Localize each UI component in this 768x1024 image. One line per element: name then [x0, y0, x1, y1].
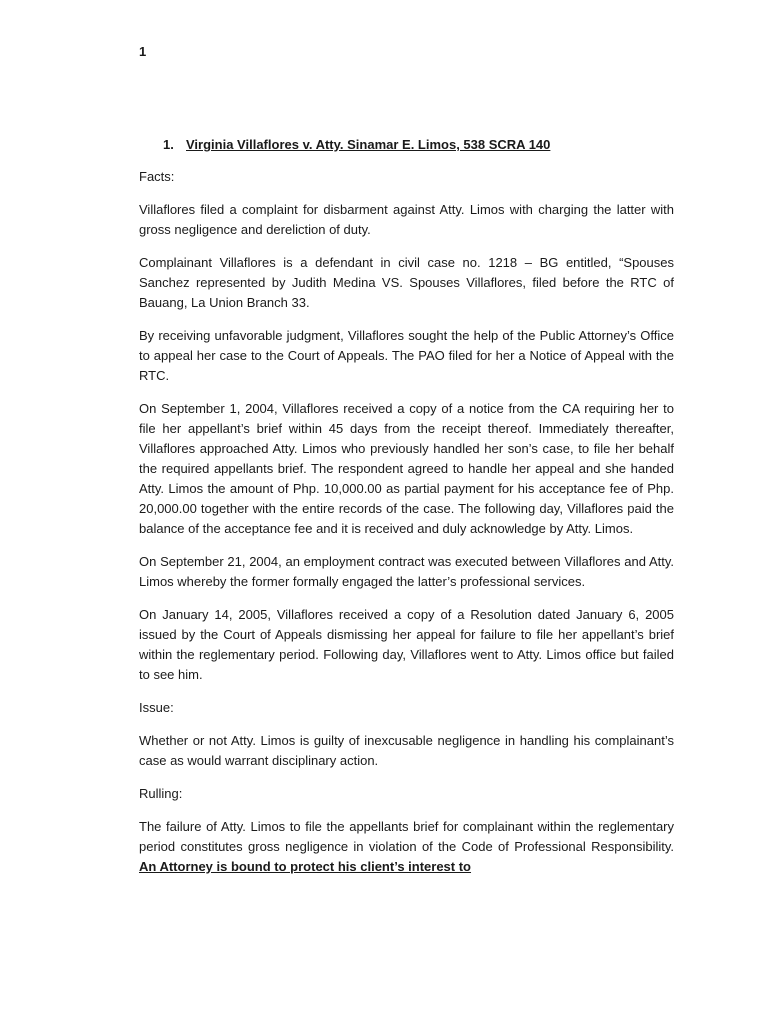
- ruling-text: The failure of Atty. Limos to file the appellants brief for complainant within the reglementary period constitutes gross negligence in violation of the Code of Professional Responsibility.: [139, 819, 674, 854]
- ruling-paragraph: [139, 817, 674, 877]
- facts-paragraph-4: On September 1, 2004, Villaflores received a copy of a notice from the CA requiring her to file her appellant’s brief within 45 days from the receipt thereof. Immediately thereafter, Villaflores approached Atty. Limos who previously handled her son’s case, to file her behalf the required appellants brief. The respondent agreed to handle her appeal and she handed Atty. Limos the amount of Php. 10,000.00 as partial payment for his acceptance fee of Php. 20,000.00 together with the entire records of the case. The following day, Villaflores paid the balance of the acceptance fee and it is received and duly acknowledge by Atty. Limos.: [139, 401, 674, 536]
- case-number: 1.: [163, 137, 174, 152]
- facts-paragraph-5: On September 21, 2004, an employment contract was executed between Villaflores and Atty. Limos whereby the former formally engaged the latter’s professional services.: [139, 554, 674, 589]
- facts-paragraph-6: On January 14, 2005, Villaflores received a copy of a Resolution dated January 6, 2005 issued by the Court of Appeals dismissing her appeal for failure to file her appellant’s brief within the reglementary period. Following day, Villaflores went to Atty. Limos office but failed to see him.: [139, 607, 674, 682]
- page-number: 1: [139, 44, 147, 59]
- issue-paragraph: Whether or not Atty. Limos is guilty of inexcusable negligence in handling his complainant’s case as would warrant disciplinary action.: [139, 733, 674, 768]
- ruling-emphasis: An Attorney is bound to protect his client’s interest to: [139, 859, 472, 874]
- case-heading: [139, 135, 674, 155]
- case-title: Virginia Villaflores v. Atty. Sinamar E. Limos, 538 SCRA 140: [186, 137, 551, 152]
- facts-paragraph-3: By receiving unfavorable judgment, Villaflores sought the help of the Public Attorney’s Office to appeal her case to the Court of Appeals. The PAO filed for her a Notice of Appeal with the RTC.: [139, 328, 674, 383]
- facts-paragraph-1: Villaflores filed a complaint for disbarment against Atty. Limos with charging the latter with gross negligence and dereliction of duty.: [139, 202, 674, 237]
- issue-heading: Issue:: [139, 700, 174, 715]
- facts-paragraph-2: Complainant Villaflores is a defendant in civil case no. 1218 – BG entitled, “Spouses Sanchez represented by Judith Medina VS. Spouses Villaflores, filed before the RTC of Bauang, La Union Branch 33.: [139, 255, 674, 310]
- document-body: [139, 135, 674, 890]
- facts-heading: Facts:: [139, 169, 175, 184]
- ruling-heading: Rulling:: [139, 786, 183, 801]
